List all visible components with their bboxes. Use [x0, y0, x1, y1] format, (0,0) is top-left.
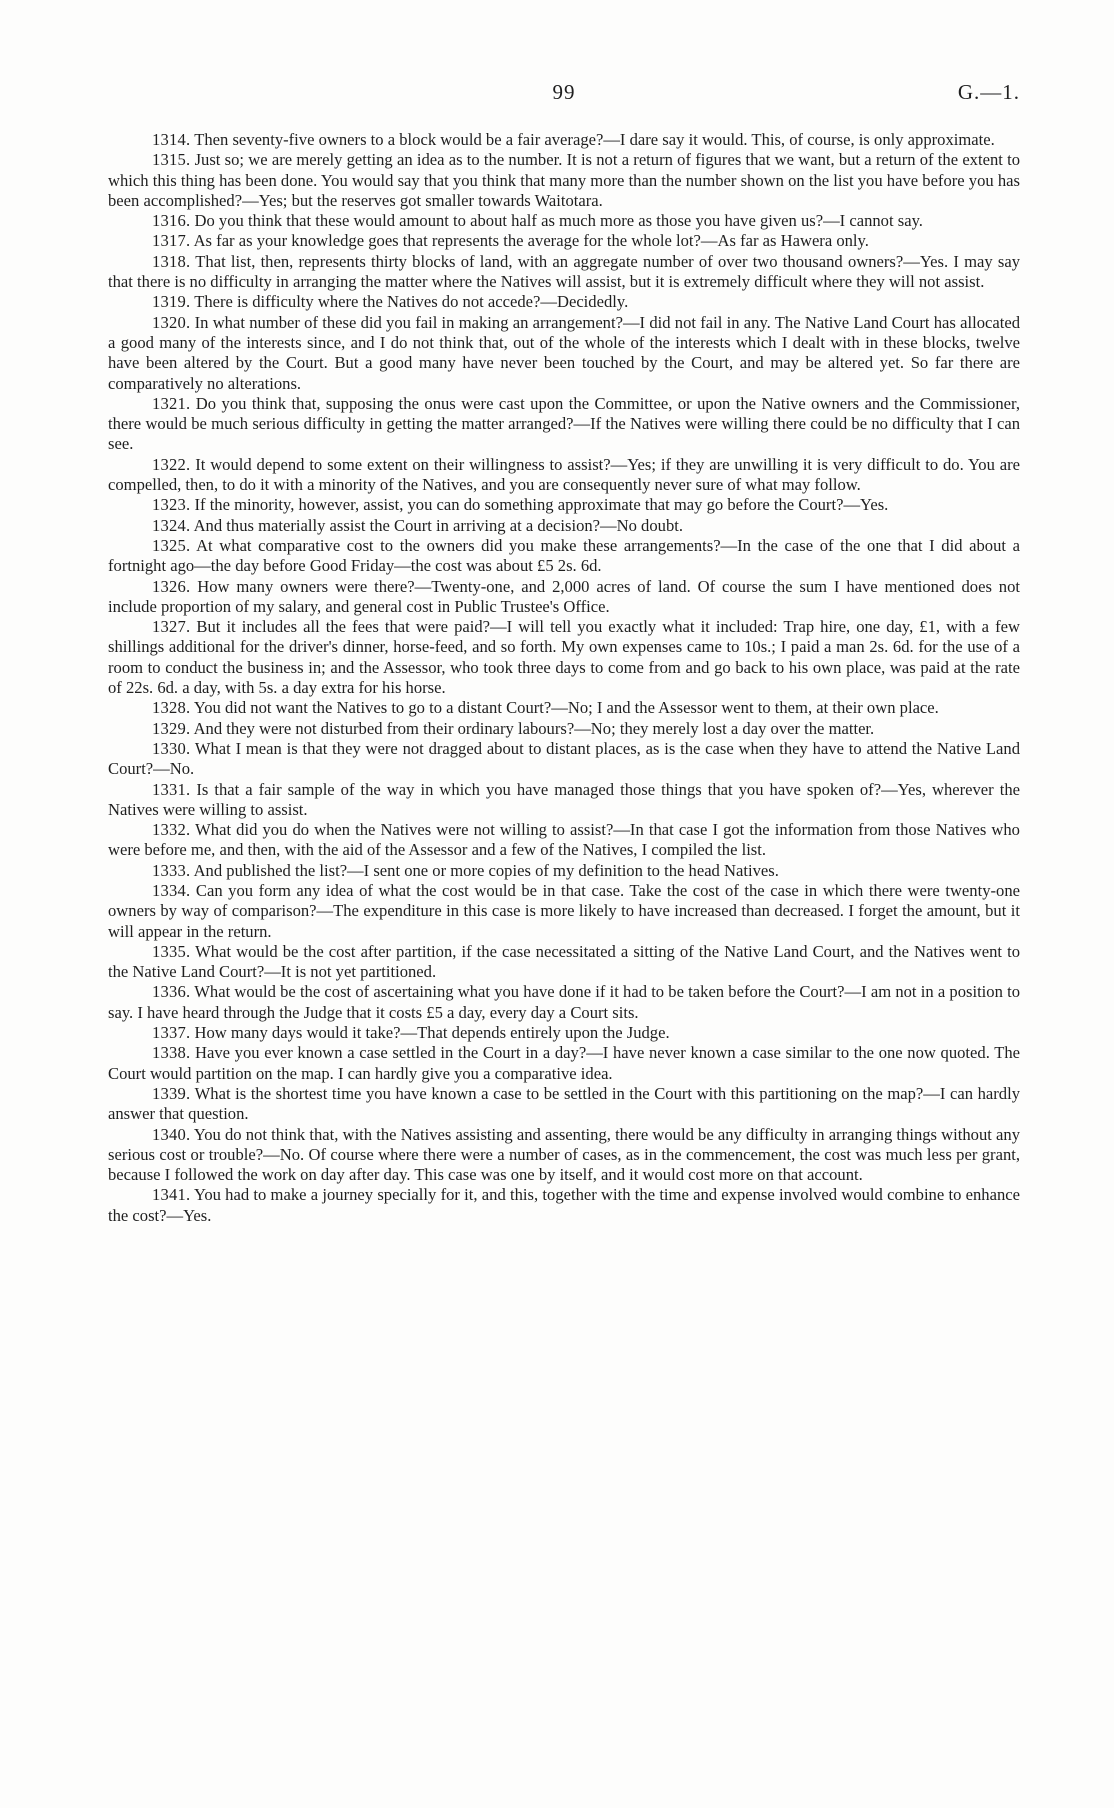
paragraph — [108, 394, 1020, 455]
question-number: 1315. — [152, 150, 191, 170]
paragraph — [108, 313, 1020, 394]
question-number: 1332. — [152, 820, 191, 840]
paragraph-text: In what number of these did you fail in making an arrangement?—I did not fail in any. The Native Land Court has allocated a good many of the interests since, and I do not think that, out of the whole of the interests which I dealt with in these blocks, twelve have been altered by the Court. But a good many have never been touched by the Court, and may be altered yet. So far there are comparatively no alterations. — [108, 312, 1020, 393]
paragraph — [108, 780, 1020, 821]
question-number: 1328. — [152, 698, 191, 718]
question-number: 1338. — [152, 1043, 191, 1063]
question-number: 1327. — [152, 617, 191, 637]
paragraph-text: Then seventy-five owners to a block would be a fair average?—I dare say it would. This, of course, is only approximate. — [194, 130, 995, 149]
question-number: 1336. — [152, 982, 191, 1002]
question-number: 1339. — [152, 1083, 191, 1103]
paragraph-text: What is the shortest time you have known a case to be settled in the Court with this partitioning on the map?—I can hardly answer that question. — [108, 1083, 1020, 1124]
paragraph — [108, 577, 1020, 618]
question-number: 1318. — [152, 251, 191, 271]
paragraph-text: It would depend to some extent on their willingness to assist?—Yes; if they are unwilling it is very difficult to do. You are compelled, then, to do it with a minority of the Natives, and you are consequently never sure of what may follow. — [108, 454, 1020, 495]
paragraph-text: What I mean is that they were not dragged about to distant places, as is the case when they have to attend the Native Land Court?—No. — [108, 738, 1020, 779]
paragraph — [108, 130, 1020, 150]
paragraph — [108, 982, 1020, 1023]
paragraph — [108, 516, 1020, 536]
paragraph — [108, 1185, 1020, 1226]
paragraph — [108, 617, 1020, 698]
question-number: 1334. — [152, 880, 191, 900]
paragraph-text: Do you think that, supposing the onus were cast upon the Committee, or upon the Native owners and the Commissioner, there would be much serious difficulty in getting the matter arranged?—If the Natives were willing there could be no difficulty that I can see. — [108, 393, 1020, 454]
question-number: 1329. — [152, 718, 191, 738]
paper-reference: G.—1. — [957, 80, 1020, 104]
paragraph-text: Can you form any idea of what the cost would be in that case. Take the cost of the case in which there were twenty-one owners by way of comparison?—The expenditure in this case is more likely to have increased than decreased. I forget the amount, but it will appear in the return. — [108, 880, 1020, 941]
paragraph-text: Is that a fair sample of the way in which you have managed those things that you have spoken of?—Yes, wherever the Natives were willing to assist. — [108, 779, 1020, 819]
paragraph — [108, 536, 1020, 577]
paragraph-text: Have you ever known a case settled in the Court in a day?—I have never known a case similar to the one now quoted. The Court would partition on the map. I can hardly give you a comparative idea. — [108, 1043, 1020, 1083]
paragraph-text: Do you think that these would amount to about half as much more as those you have given us?—I cannot say. — [194, 211, 923, 231]
paragraph — [108, 861, 1020, 881]
paragraph-text: Just so; we are merely getting an idea as to the number. It is not a return of figures that we want, but a return of the extent to which this thing has been done. You would say that you think that many more than the number shown on the list you have before you has been accomplished?—Yes; but the reserves got smaller towards Waitotara. — [108, 150, 1021, 210]
paragraph — [108, 739, 1020, 780]
paragraph — [108, 495, 1020, 515]
paragraph — [108, 252, 1020, 293]
question-number: 1340. — [152, 1124, 191, 1144]
page-number: 99 — [552, 80, 576, 104]
paragraph — [108, 1023, 1020, 1043]
paragraph-text: As far as your knowledge goes that represents the average for the whole lot?—As far as Hawera only. — [193, 231, 869, 251]
paragraph — [108, 231, 1020, 251]
question-number: 1333. — [152, 860, 191, 880]
question-number: 1324. — [152, 515, 191, 535]
question-number: 1316. — [152, 211, 191, 231]
paragraph-text: And thus materially assist the Court in arriving at a decision?—No doubt. — [193, 515, 684, 535]
paragraph — [108, 1084, 1020, 1125]
question-number: 1321. — [152, 393, 191, 413]
question-number: 1341. — [152, 1185, 191, 1205]
paragraph — [108, 211, 1020, 231]
question-number: 1326. — [152, 576, 191, 596]
paragraph-text: How many owners were there?—Twenty-one, and 2,000 acres of land. Of course the sum I have mentioned does not include proportion of my salary, and general cost in Public Trustee's Office. — [108, 576, 1020, 616]
paragraph-text: You had to make a journey specially for it, and this, together with the time and expense involved would combine to enhance the cost?—Yes. — [108, 1185, 1020, 1225]
question-number: 1335. — [152, 941, 191, 961]
paragraph-text: At what comparative cost to the owners did you make these arrangements?—In the case of the one that I did about a fortnight ago—the day before Good Friday—the cost was about £5 2s. 6d. — [108, 535, 1021, 576]
paragraph — [108, 719, 1020, 739]
paragraph — [108, 1125, 1020, 1186]
paragraph-text: There is difficulty where the Natives do not accede?—Decidedly. — [194, 292, 629, 312]
paragraph-text: What would be the cost after partition, if the case necessitated a sitting of the Native Land Court, and the Natives went to the Native Land Court?—It is not yet partitioned. — [108, 941, 1020, 982]
paragraph-text: And published the list?—I sent one or more copies of my definition to the head Natives. — [193, 860, 779, 880]
paragraph — [108, 455, 1020, 496]
paragraph-text: How many days would it take?—That depends entirely upon the Judge. — [194, 1023, 670, 1043]
paragraph — [108, 942, 1020, 983]
paragraph-text: What did you do when the Natives were not willing to assist?—In that case I got the information from those Natives who were before me, and then, with the aid of the Assessor and a few of the Natives, I compiled the list. — [108, 820, 1020, 860]
paragraph-text: That list, then, represents thirty blocks of land, with an aggregate number of over two thousand owners?—Yes. I may say that there is no difficulty in arranging the matter where the Natives will assist, but it is extremely difficult where they will not assist. — [108, 251, 1021, 292]
paragraph-text: But it includes all the fees that were paid?—I will tell you exactly what it included: Trap hire, one day, £1, with a few shillings additional for the driver's dinner, horse-feed, and so forth. My own expenses came to 10s.; I paid a man 2s. 6d. for the use of a room to conduct the business in; and the Assessor, who took three days to come from and go back to his own place, was paid at the rate of 22s. 6d. a day, with 5s. a day extra for his horse. — [108, 617, 1020, 698]
testimony-text — [108, 130, 1020, 1226]
question-number: 1319. — [152, 292, 191, 312]
paragraph — [108, 698, 1020, 718]
page-header — [108, 80, 1020, 110]
question-number: 1337. — [152, 1023, 191, 1043]
paragraph — [108, 820, 1020, 861]
question-number: 1323. — [152, 495, 191, 515]
paragraph — [108, 150, 1020, 211]
question-number: 1317. — [152, 231, 191, 251]
question-number: 1322. — [152, 454, 191, 474]
paragraph-text: What would be the cost of ascertaining what you have done if it had to be taken before the Court?—I am not in a position to say. I have heard through the Judge that it costs £5 a day, every day a Court sits. — [108, 982, 1020, 1022]
paragraph — [108, 292, 1020, 312]
paragraph-text: And they were not disturbed from their ordinary labours?—No; they merely lost a day over the matter. — [193, 718, 875, 738]
question-number: 1325. — [152, 535, 191, 555]
paragraph-text: You do not think that, with the Natives assisting and assenting, there would be any difficulty in arranging things without any serious cost or trouble?—No. Of course where there were a number of cases, as in the commencement, the cost was much less per grant, because I followed the work on day after day. This case was one by itself, and it would cost more on that account. — [108, 1124, 1020, 1185]
paragraph-text: You did not want the Natives to go to a distant Court?—No; I and the Assessor went to them, at their own place. — [193, 698, 939, 718]
paragraph — [108, 881, 1020, 942]
paragraph — [108, 1043, 1020, 1084]
paragraph-text: If the minority, however, assist, you can do something approximate that may go before the Court?—Yes. — [194, 495, 889, 515]
question-number: 1320. — [152, 312, 191, 332]
question-number: 1330. — [152, 738, 191, 758]
question-number: 1314. — [152, 130, 191, 149]
question-number: 1331. — [152, 779, 191, 799]
